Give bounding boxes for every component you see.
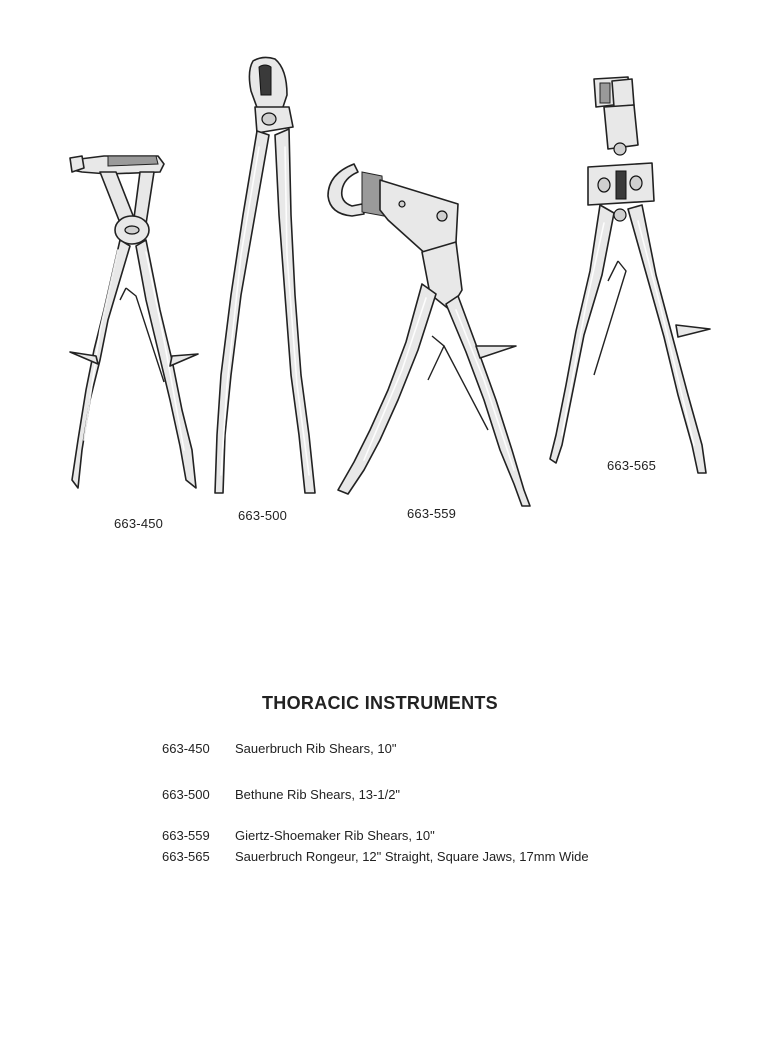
item-code: 663-500 <box>162 787 210 802</box>
figure-caption-663-565: 663-565 <box>607 458 657 473</box>
figure-caption-663-559: 663-559 <box>407 506 457 521</box>
item-code: 663-559 <box>162 828 210 843</box>
item-code: 663-565 <box>162 849 210 864</box>
page-title: THORACIC INSTRUMENTS <box>262 693 498 713</box>
figure-caption-663-450: 663-450 <box>114 516 164 531</box>
bethune-rib-shears-illustration <box>205 55 325 500</box>
giertz-shoemaker-rib-shears-illustration <box>318 160 538 510</box>
sauerbruch-rib-shears-illustration <box>60 150 210 495</box>
item-description: Sauerbruch Rib Shears, 10" <box>235 741 397 756</box>
figure-caption-663-500: 663-500 <box>238 508 288 523</box>
item-description: Giertz-Shoemaker Rib Shears, 10" <box>235 828 435 843</box>
sauerbruch-rongeur-illustration <box>548 75 718 475</box>
item-description: Sauerbruch Rongeur, 12" Straight, Square Jaws, 17mm Wide <box>235 849 589 864</box>
item-description: Bethune Rib Shears, 13-1/2" <box>235 787 401 802</box>
item-code: 663-450 <box>162 741 210 756</box>
